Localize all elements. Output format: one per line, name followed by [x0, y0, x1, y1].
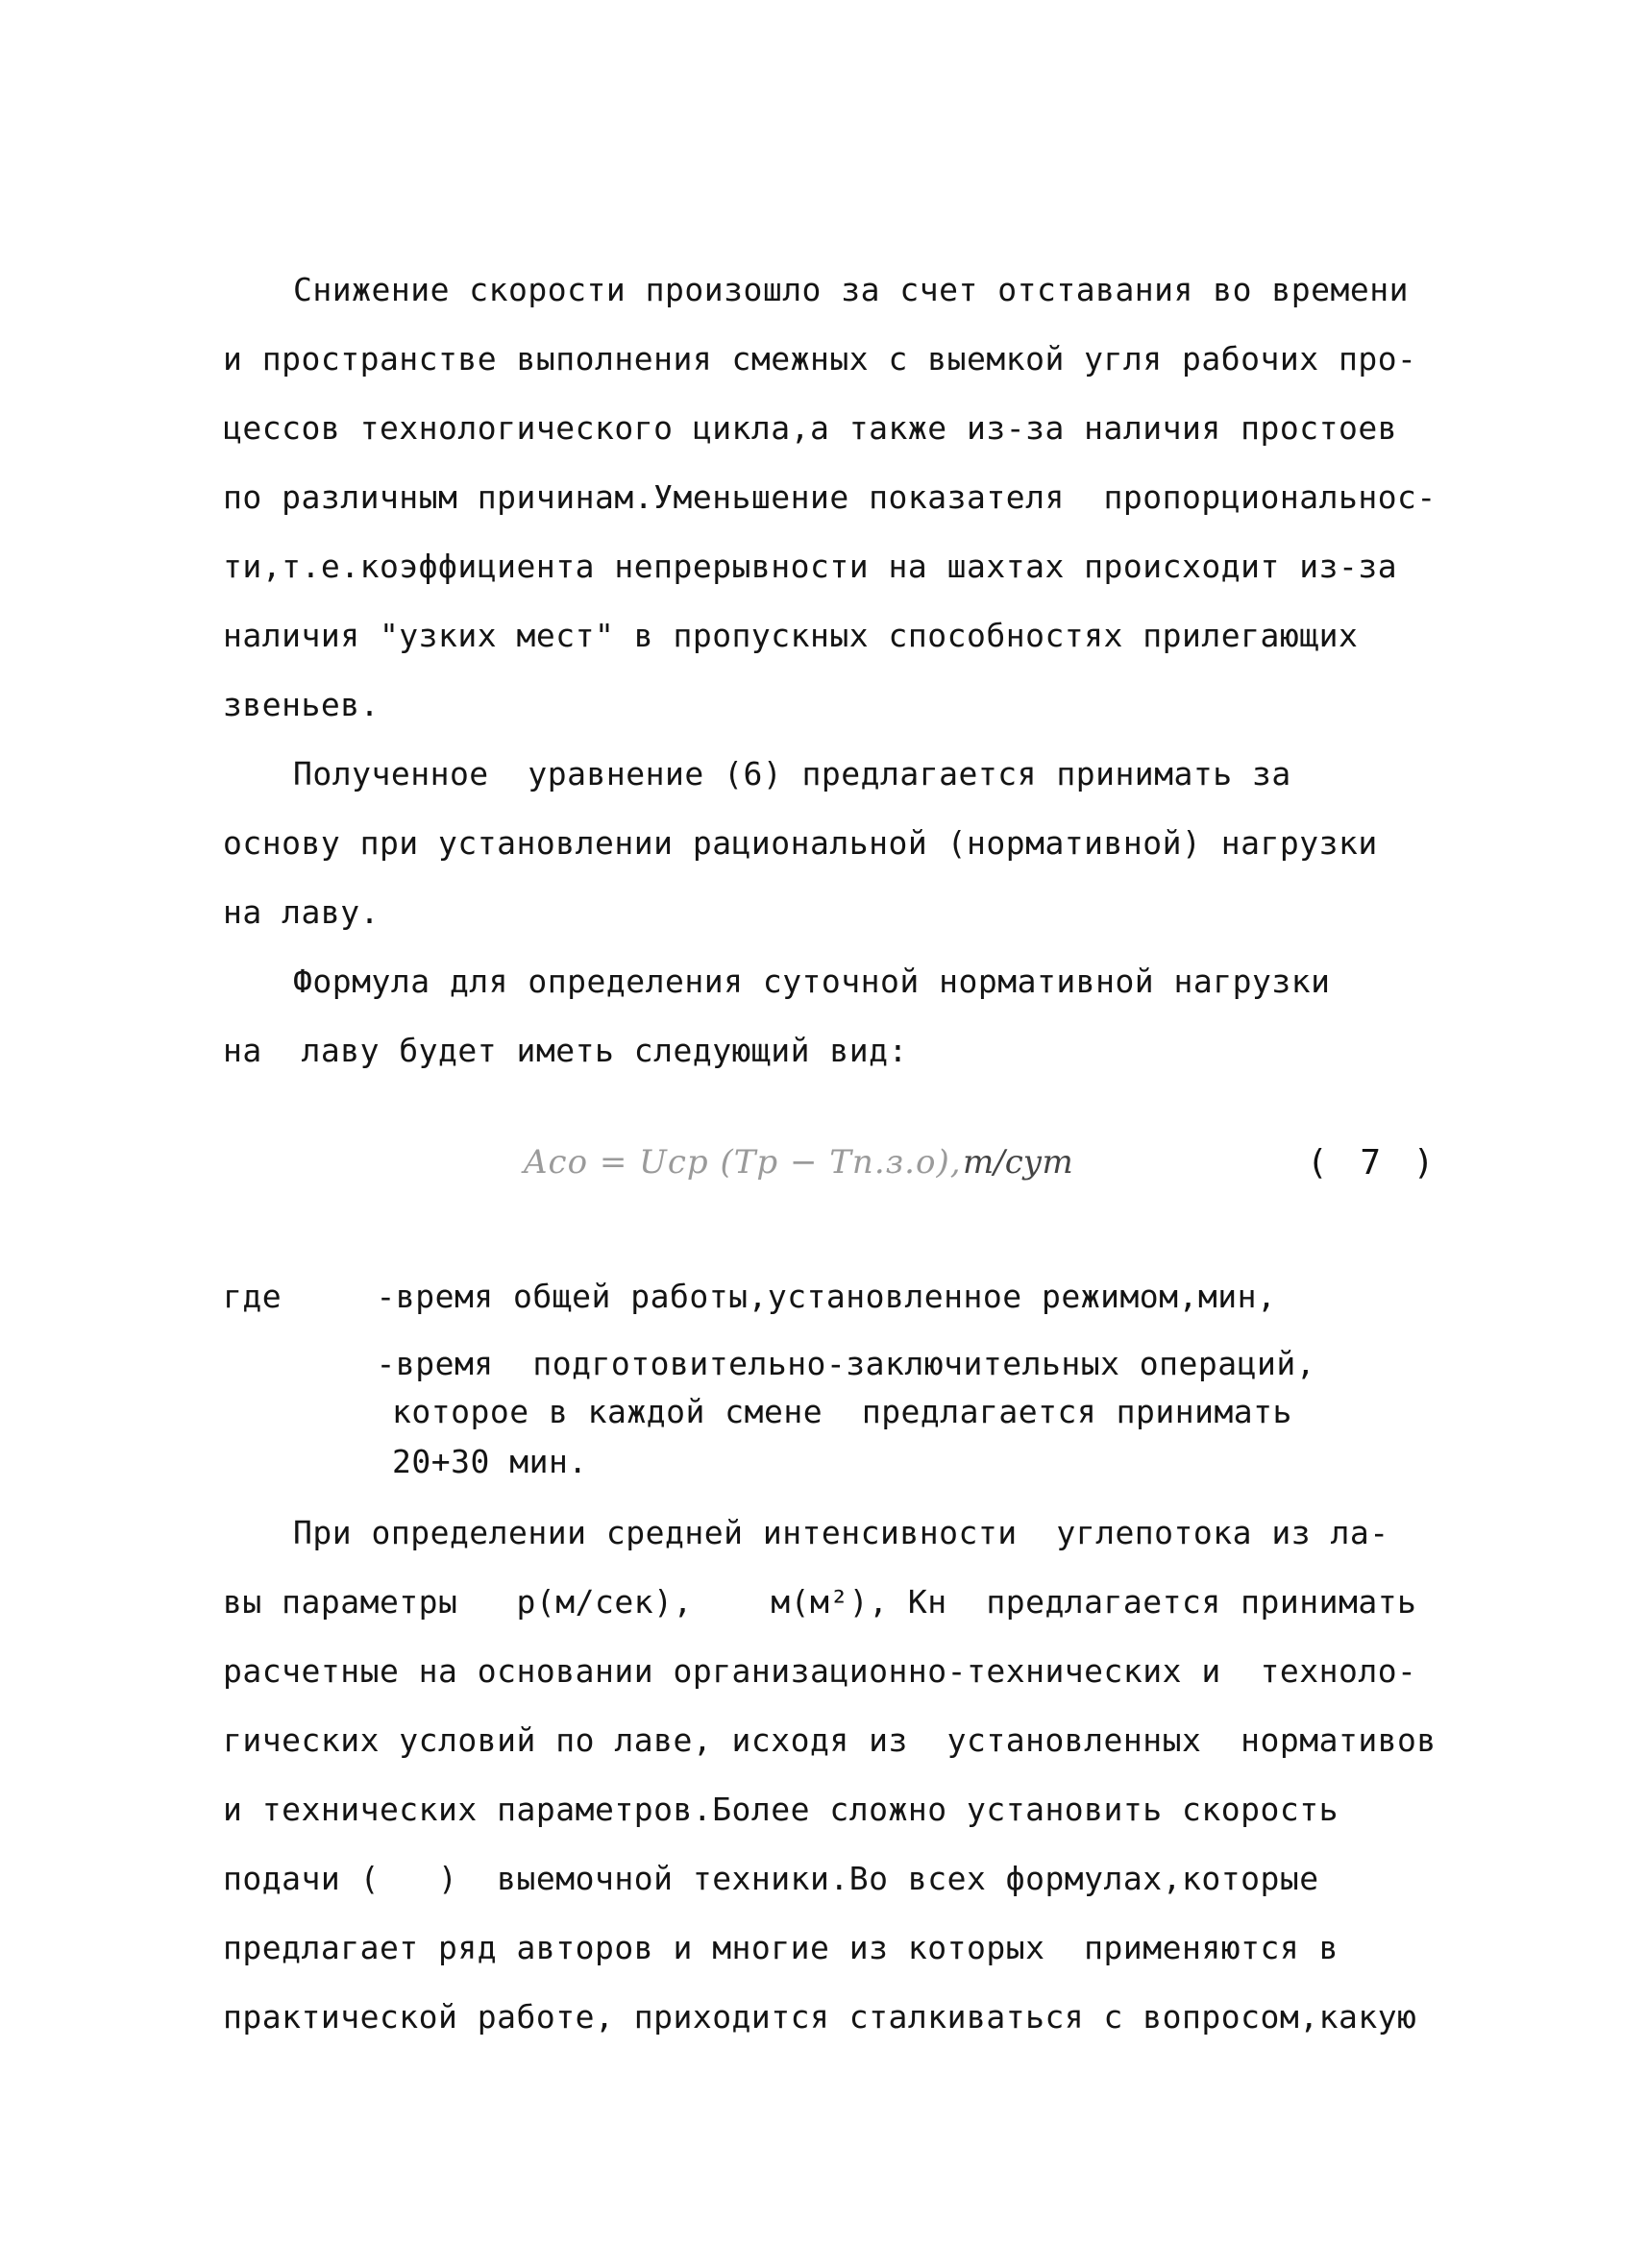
- paragraph-1-line-1: Снижение скорости произошло за счет отставания во времени: [293, 271, 1409, 308]
- paragraph-1-line-6: наличия "узких мест" в пропускных способностях прилегающих: [223, 617, 1359, 654]
- paragraph-4-line-7: предлагает ряд авторов и многие из которых применяются в: [223, 1929, 1339, 1966]
- paragraph-2-line-2: основу при установлении рациональной (нормативной) нагрузки: [223, 824, 1378, 862]
- paragraph-1-line-4: по различным причинам.Уменьшение показателя пропорциональнос-: [223, 478, 1437, 516]
- formula-number: ( 7 ): [1307, 1143, 1440, 1183]
- where-item-2-line-3: 20+30 мин.: [392, 1443, 588, 1480]
- paragraph-4-line-8: практической работе, приходится сталкиваться с вопросом,какую: [223, 1998, 1417, 2036]
- where-label: где: [223, 1278, 283, 1315]
- paragraph-4-line-4: гических условий по лаве, исходя из установленных нормативов: [223, 1721, 1437, 1759]
- formula-unit: т/сут: [963, 1143, 1073, 1182]
- paragraph-1-line-7: звеньев.: [223, 686, 380, 723]
- paragraph-1-line-5: ти,т.е.коэффициента непрерывности на шахтах происходит из-за: [223, 548, 1398, 585]
- paragraph-1-line-3: цессов технологического цикла,а также из-за наличия простоев: [223, 409, 1398, 447]
- paragraph-4-line-2: вы параметры р(м/сек), м(м²), Кн предлагается принимать: [223, 1583, 1417, 1621]
- paragraph-2-line-3: на лаву.: [223, 893, 380, 931]
- where-item-1: -время общей работы,установленное режимом,мин,: [298, 1278, 1277, 1315]
- paragraph-4-line-5: и технических параметров.Более сложно установить скорость: [223, 1791, 1339, 1828]
- where-item-2-line-2: которое в каждой смене предлагается принимать: [392, 1393, 1292, 1430]
- paragraph-4-line-3: расчетные на основании организационно-технических и техноло-: [223, 1652, 1417, 1690]
- paragraph-4-line-1: При определении средней интенсивности углепотока из ла-: [293, 1514, 1389, 1551]
- paragraph-4-line-6: подачи ( ) выемочной техники.Во всех формулах,которые: [223, 1860, 1319, 1897]
- paragraph-3-line-1: Формула для определения суточной нормативной нагрузки: [293, 963, 1331, 1000]
- formula-expression: Aсо = Ucр (Тр − Тп.з.о),: [524, 1143, 962, 1182]
- paragraph-1-line-2: и пространстве выполнения смежных с выемкой угля рабочих про-: [223, 340, 1417, 378]
- where-item-2-line-1: -время подготовительно-заключительных операций,: [298, 1345, 1316, 1382]
- paragraph-3-line-2: на лаву будет иметь следующий вид:: [223, 1032, 908, 1069]
- paragraph-2-line-1: Полученное уравнение (6) предлагается принимать за: [293, 755, 1291, 793]
